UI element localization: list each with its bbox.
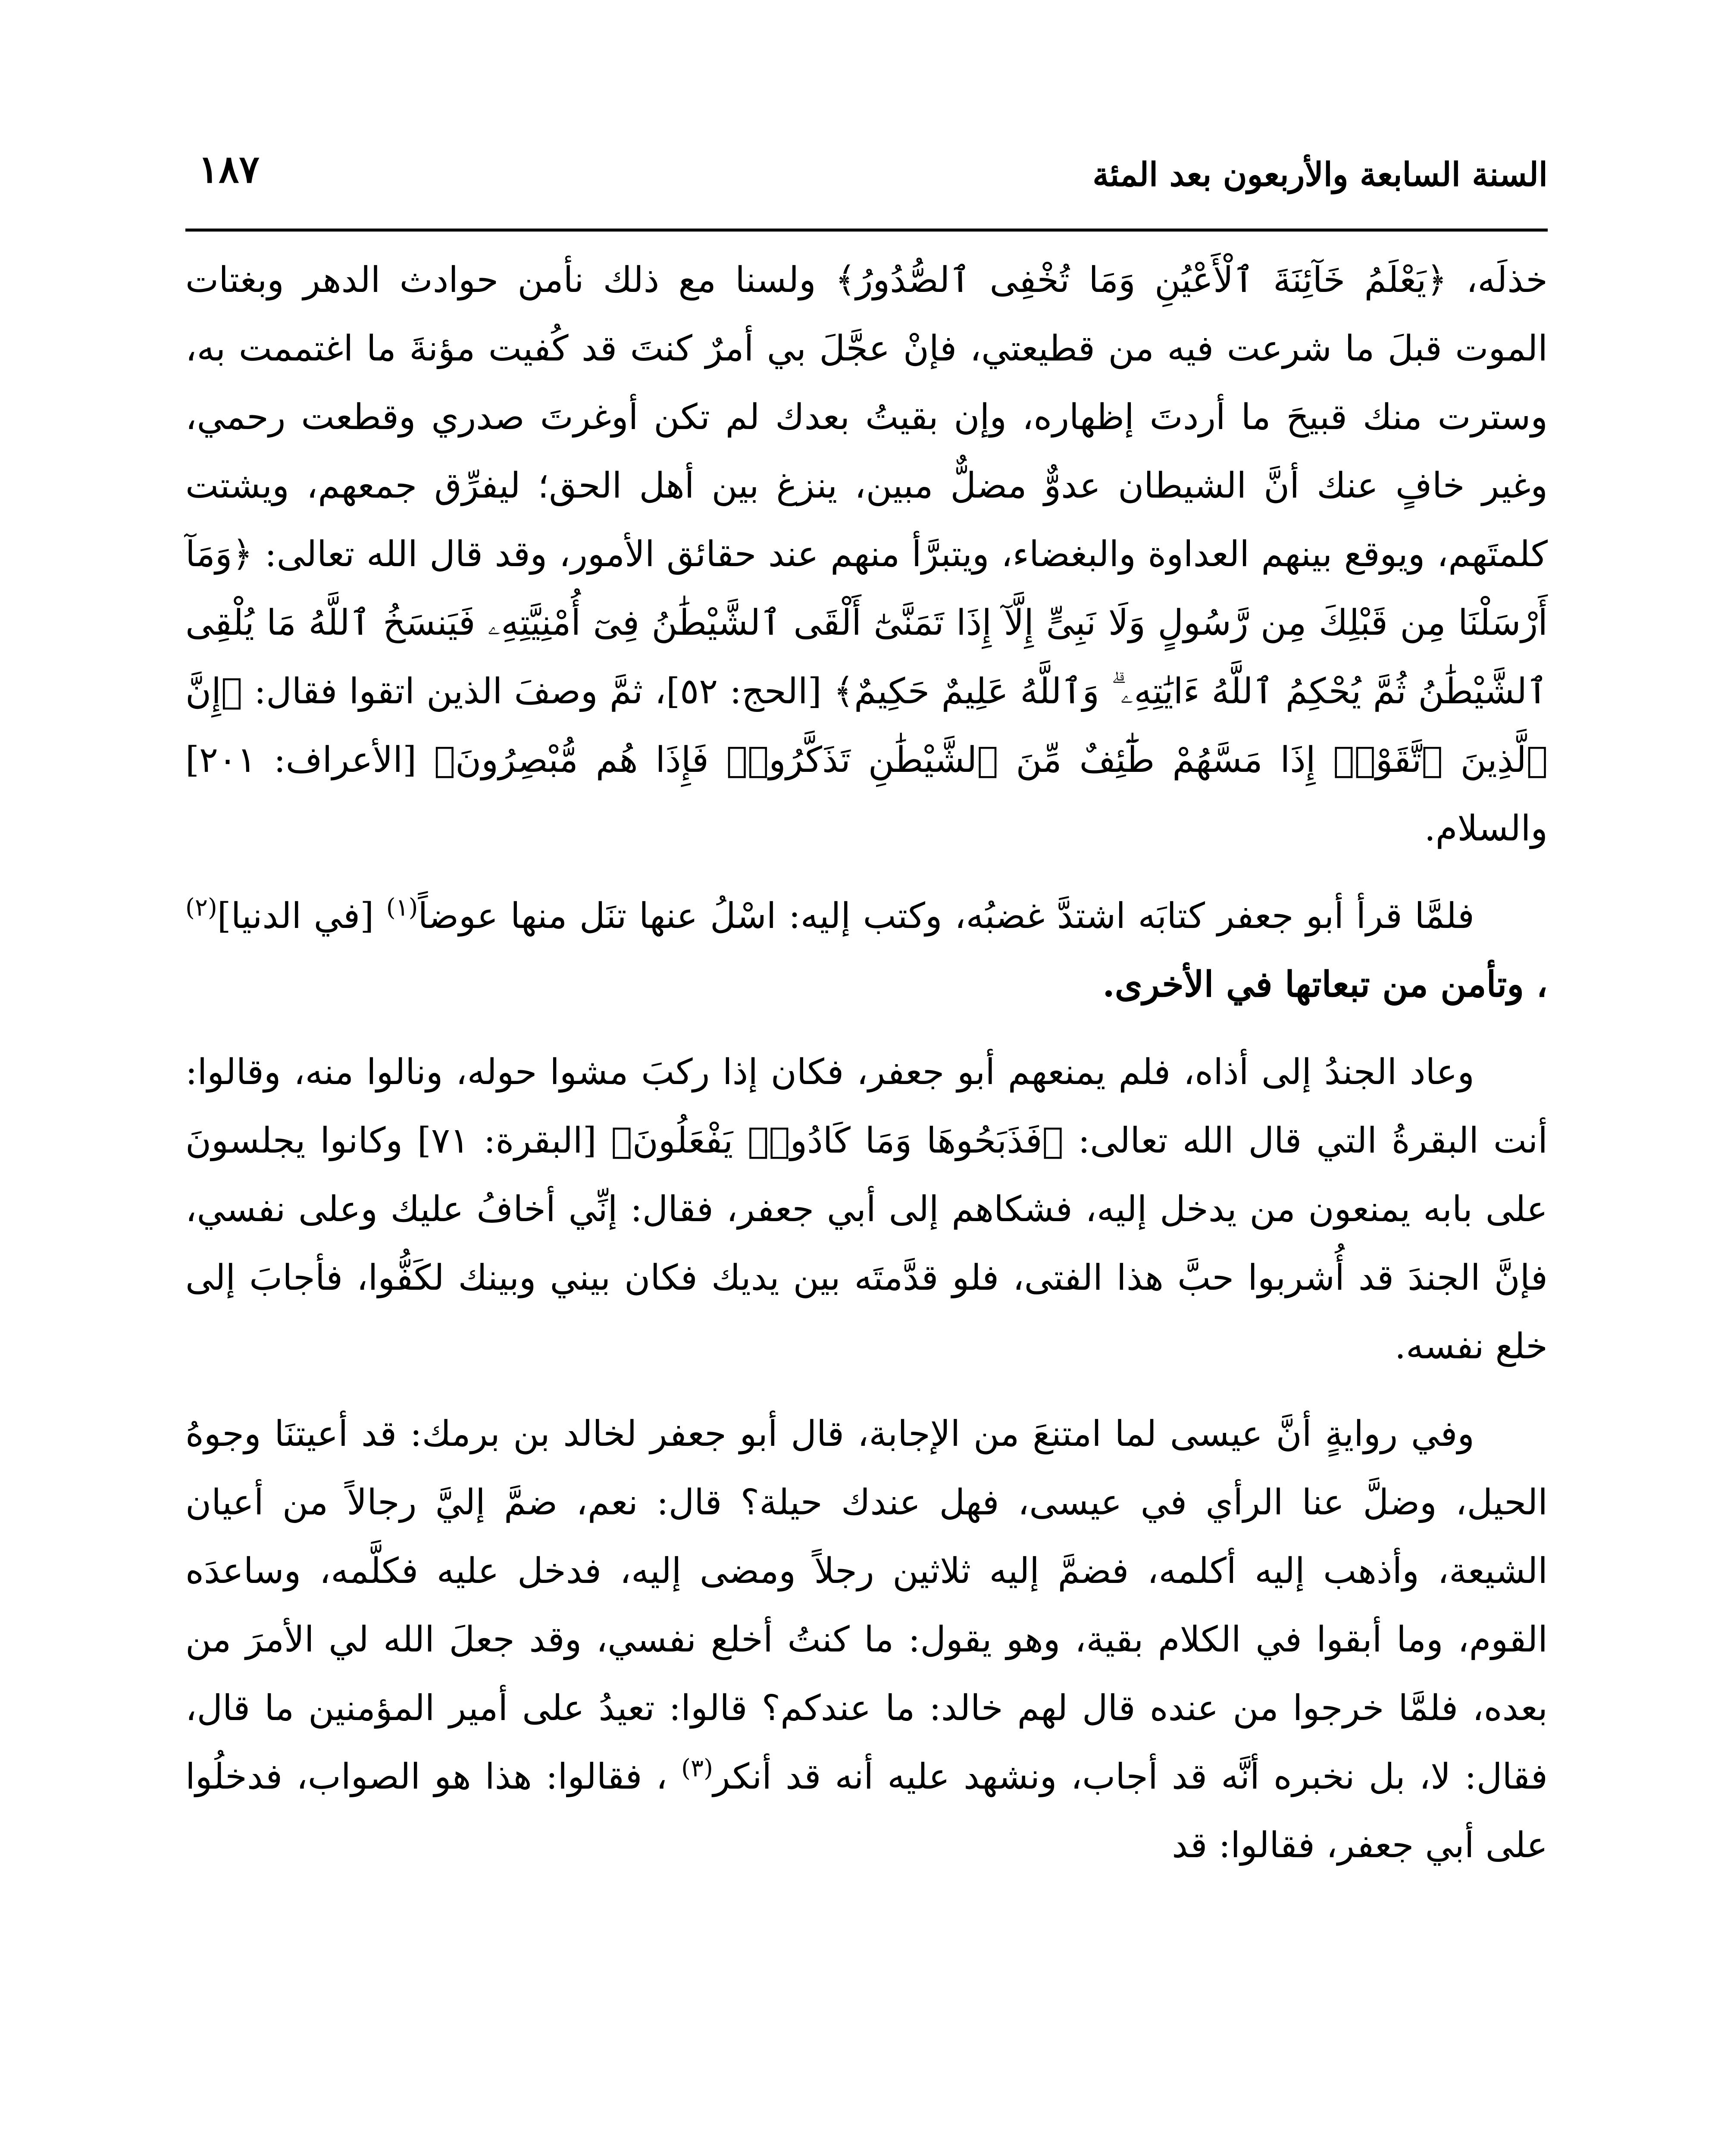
text-span: وفي روايةٍ أنَّ عيسى لما امتنعَ من الإجابة، قال أبو جعفر لخالد بن برمك: قد أعيتنَا وجوهُ الحيل، وضلَّ عنا الرأي في عيسى، فهل عندك حيلة؟ قال: نعم، ضمَّ إليَّ رجالاً من أعيان الشيعة، وأذهب إليه أكلمه، فضمَّ إليه ثلاثين رجلاً ومضى إليه، فدخل عليه فكلَّمه، وساعدَه القوم، وما أبقوا في الكلام بقية، وهو يقول: ما كنتُ أخلع نفسي، وقد جعلَ الله لي الأمرَ من بعده، فلمَّا خرجوا من عنده قال لهم خالد: ما عندكم؟ قالوا: تعيدُ على أمير المؤمنين ما قال، فقال: لا، بل نخبره أنَّه قد أجاب، ونشهد عليه أنه قد أنكر (185, 1413, 1548, 1797)
text-span: [البقرة: ٧١] وكانوا يجلسونَ على بابه يمنعون من يدخل إليه، فشكاهم إلى أبي جعفر، فقال: إنِّي أخافُ عليك وعلى نفسي، فإنَّ الجندَ قد أُشربوا حبَّ هذا الفتى، فلو قدَّمتَه بين يديك فكان بيني وبينك لكَفُّوا، فأجابَ إلى خلع نفسه. (185, 1120, 1548, 1367)
page-number: ١٨٧ (198, 147, 260, 191)
text-span: [الحج: ٥٢]، ثمَّ وصفَ الذين اتقوا فقال: (242, 671, 833, 712)
header-rule (185, 229, 1548, 232)
footnote-ref-3[interactable]: (٣) (681, 1754, 713, 1783)
text-span: ، فقالوا: هذا هو الصواب، فدخلُوا على أبي جعفر، فقالوا: قد (185, 1756, 1548, 1866)
footnote-ref-2[interactable]: (٢) (185, 893, 217, 922)
footnote-ref-1[interactable]: (١) (386, 893, 418, 922)
quran-verse: ﴿فَذَبَحُوهَا وَمَا كَادُوا۟ يَفْعَلُونَ﴾ (611, 1120, 1064, 1161)
quran-verse: ﴿يَعْلَمُ خَآئِنَةَ ٱلْأَعْيُنِ وَمَا تُخْفِى ٱلصُّدُورُ﴾ (835, 260, 1447, 301)
text-span: [الأعراف: ٢٠١] والسلام. (185, 740, 1548, 849)
page-header (185, 129, 1548, 216)
text-span: فلمَّا قرأ أبو جعفر كتابَه اشتدَّ غضبُه، وكتب إليه: اسْلُ عنها تنَل منها عوضاً (418, 896, 1474, 937)
quran-verse: ﴿وَمَآ أَرْسَلْنَا مِن قَبْلِكَ مِن رَّسُولٍ وَلَا نَبِىٍّ إِلَّآ إِذَا تَمَنَّىٰٓ أَلْقَى ٱلشَّيْطَٰنُ فِىٓ أُمْنِيَّتِهِۦ فَيَنسَخُ ٱللَّهُ مَا يُلْقِى ٱلشَّيْطَٰنُ ثُمَّ يُحْكِمُ ٱللَّهُ ءَايَٰتِهِۦ ۗ وَٱللَّهُ عَلِيمٌ حَكِيمٌ﴾ (185, 534, 1548, 712)
paragraph-4 (185, 1400, 1548, 1880)
text-span: [في الدنيا] (217, 896, 386, 937)
text-span: خذلَه، (1447, 260, 1548, 301)
quran-verse: ﴿إِنَّ ٱلَّذِينَ ٱتَّقَوْا۟ إِذَا مَسَّهُمْ طَٰٓئِفٌ مِّنَ ٱلشَّيْطَٰنِ تَذَكَّرُوا۟ فَإِذَا هُم مُّبْصِرُونَ﴾ (185, 671, 1548, 780)
text-span: ولسنا مع ذلك نأمن حوادث الدهر وبغتات الموت قبلَ ما شرعت فيه من قطيعتي، فإنْ عجَّلَ بي أمرٌ كنتَ قد كُفيت مؤنةَ ما اغتممت به، وسترت منك قبيحَ ما أردتَ إظهاره، وإن بقيتُ بعدك لم تكن أوغرتَ صدري وقطعت رحمي، وغير خافٍ عنك أنَّ الشيطان عدوٌّ مضلٌّ مبين، ينزغ بين أهل الحق؛ ليفرِّق جمعهم، ويشتت كلمتَهم، ويوقع بينهم العداوة والبغضاء، ويتبرَّأ منهم عند حقائق الأمور، وقد قال الله تعالى: (185, 260, 1548, 575)
paragraph-1 (185, 246, 1548, 863)
paragraph-3 (185, 1038, 1548, 1381)
running-title: السنة السابعة والأربعون بعد المئة (1092, 155, 1548, 194)
text-span: ، وتأمن من تبعاتها في الأخرى. (1102, 964, 1548, 1005)
text-span: وعاد الجندُ إلى أذاه، فلم يمنعهم أبو جعفر، فكان إذا ركبَ مشوا حوله، ونالوا منه، وقالوا: أنت البقرةُ التي قال الله تعالى: (185, 1052, 1548, 1161)
paragraph-2 (185, 882, 1548, 1019)
main-text (185, 246, 1548, 1880)
